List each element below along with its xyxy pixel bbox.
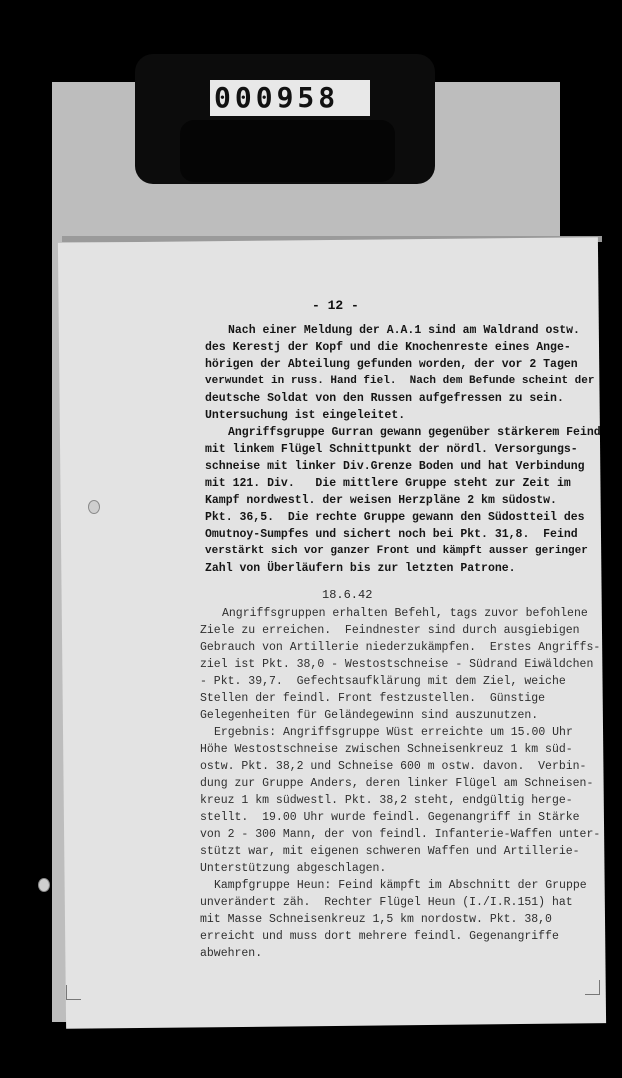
text-line: Stellen der feindl. Front festzustellen. Günstige — [200, 692, 546, 705]
text-line: Zahl von Überläufern bis zur letzten Patrone. — [205, 562, 516, 575]
text-line: unverändert zäh. Rechter Flügel Heun (I./I.R.151) hat — [200, 896, 573, 909]
text-line: verwundet in russ. Hand fiel. Nach dem Befunde scheint der — [205, 375, 595, 387]
text-line: Nach einer Meldung der A.A.1 sind am Waldrand ostw. — [228, 324, 580, 337]
text-line: ziel ist Pkt. 38,0 - Westostschneise - Südrand Eiwäldchen — [200, 658, 594, 671]
text-line: - Pkt. 39,7. Gefechtsaufklärung mit dem Ziel, weiche — [200, 675, 566, 688]
text-line: Kampfgruppe Heun: Feind kämpft im Abschnitt der Gruppe — [214, 879, 587, 892]
text-line: dung zur Gruppe Anders, deren linker Flügel am Schneisen- — [200, 777, 594, 790]
text-line: Omutnoy-Sumpfes und sichert noch bei Pkt. 31,8. Feind — [205, 528, 578, 541]
text-line: Ziele zu erreichen. Feindnester sind durch ausgiebigen — [200, 624, 580, 637]
text-line: Angriffsgruppe Gurran gewann gegenüber stärkerem Feind — [228, 426, 601, 439]
frame-counter-digits: 000958 — [214, 81, 340, 114]
text-line: des Kerestj der Kopf und die Knochenreste eines Ange- — [205, 341, 571, 354]
text-line: Kampf nordwestl. der weisen Herzpläne 2 km südostw. — [205, 494, 557, 507]
text-line: Gebrauch von Artillerie niederzukämpfen. Erstes Angriffs- — [200, 641, 601, 654]
text-line: Gelegenheiten für Geländegewinn sind auszunutzen. — [200, 709, 539, 722]
text-line: Ergebnis: Angriffsgruppe Wüst erreichte um 15.00 Uhr — [214, 726, 573, 739]
text-line: mit linkem Flügel Schnittpunkt der nördl. Versorgungs- — [205, 443, 578, 456]
text-line: Unterstützung abgeschlagen. — [200, 862, 387, 875]
text-line: Pkt. 36,5. Die rechte Gruppe gewann den Südostteil des — [205, 511, 585, 524]
text-line: mit 121. Div. Die mittlere Gruppe steht zur Zeit im — [205, 477, 571, 490]
text-line: ostw. Pkt. 38,2 und Schneise 600 m ostw. davon. Verbin- — [200, 760, 587, 773]
text-line: verstärkt sich vor ganzer Front und kämpft ausser geringer — [205, 545, 588, 557]
date-heading: 18.6.42 — [322, 588, 373, 602]
text-line: mit Masse Schneisenkreuz 1,5 km nordostw. Pkt. 38,0 — [200, 913, 552, 926]
text-line: Untersuchung ist eingeleitet. — [205, 409, 406, 422]
text-line: erreicht und muss dort mehrere feindl. Gegenangriffe — [200, 930, 559, 943]
text-line: hörigen der Abteilung gefunden worden, der vor 2 Tagen — [205, 358, 578, 371]
text-line: deutsche Soldat von den Russen aufgefressen zu sein. — [205, 392, 564, 405]
text-line: von 2 - 300 Mann, der von feindl. Infanterie-Waffen unter- — [200, 828, 601, 841]
text-line: schneise mit linker Div.Grenze Boden und hat Verbindung — [205, 460, 585, 473]
text-line: stützt war, mit eigenen schweren Waffen und Artillerie- — [200, 845, 580, 858]
text-line: abwehren. — [200, 947, 263, 960]
text-line: kreuz 1 km südwestl. Pkt. 38,2 steht, endgültig herge- — [200, 794, 573, 807]
page-number: - 12 - — [312, 298, 359, 313]
text-line: Höhe Westostschneise zwischen Schneisenkreuz 1 km süd- — [200, 743, 573, 756]
text-line: stellt. 19.00 Uhr wurde feindl. Gegenangriff in Stärke — [200, 811, 580, 824]
text-line: Angriffsgruppen erhalten Befehl, tags zuvor befohlene — [222, 607, 588, 620]
